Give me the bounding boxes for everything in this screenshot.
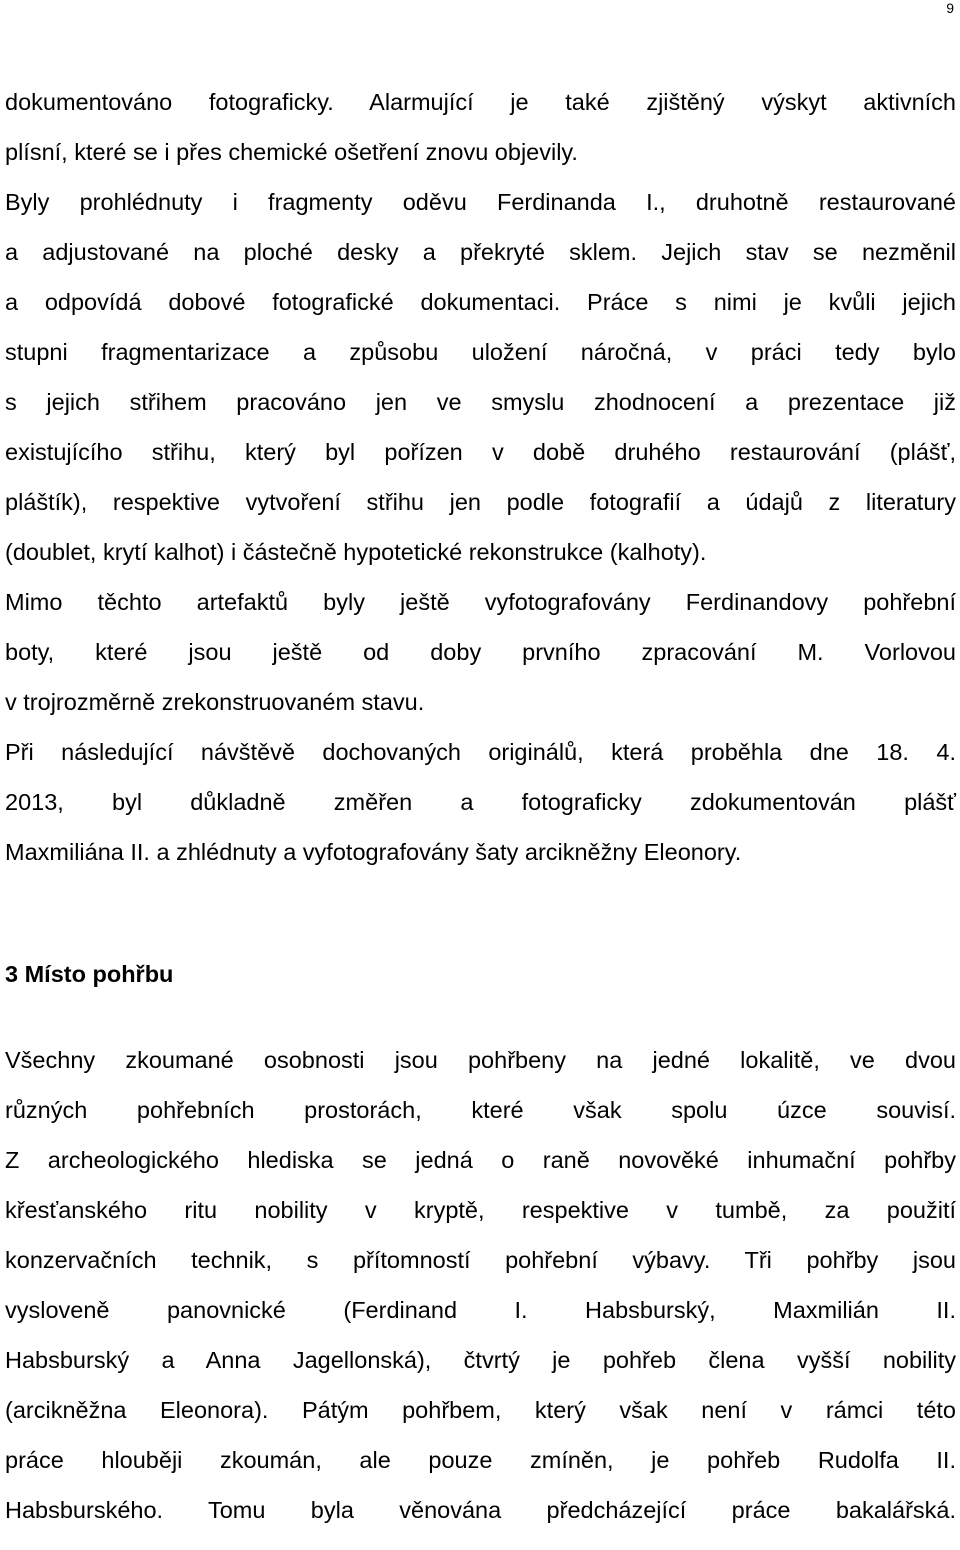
text-line: vysloveně panovnické (Ferdinand I. Habsburský, Maxmilián II. (5, 1297, 956, 1323)
paragraph-4 (5, 727, 956, 877)
text-line: a odpovídá dobové fotografické dokumentaci. Práce s nimi je kvůli jejich (5, 289, 956, 315)
text-line: existujícího střihu, který byl pořízen v době druhého restaurování (plášť, (5, 439, 956, 465)
paragraph-3 (5, 577, 956, 727)
text-line: stupni fragmentarizace a způsobu uložení náročná, v práci tedy bylo (5, 339, 956, 365)
text-line: 2013, byl důkladně změřen a fotograficky zdokumentován plášť (5, 789, 956, 815)
text-line: dokumentováno fotograficky. Alarmující je také zjištěný výskyt aktivních (5, 89, 956, 115)
text-line: Z archeologického hlediska se jedná o raně novověké inhumační pohřby (5, 1147, 956, 1173)
paragraph-5 (5, 1035, 956, 1535)
text-line: Byly prohlédnuty i fragmenty oděvu Ferdinanda I., druhotně restaurované (5, 189, 956, 215)
text-line: pláštík), respektive vytvoření střihu jen podle fotografií a údajů z literatury (5, 489, 956, 515)
text-line: Habsburský a Anna Jagellonská), čtvrtý je pohřeb člena vyšší nobility (5, 1347, 956, 1373)
paragraph-2 (5, 177, 956, 577)
text-line: Maxmiliána II. a zhlédnuty a vyfotografovány šaty arcikněžny Eleonory. (5, 839, 742, 865)
text-line: křesťanského ritu nobility v kryptě, respektive v tumbě, za použití (5, 1197, 956, 1223)
text-line: Mimo těchto artefaktů byly ještě vyfotografovány Ferdinandovy pohřební (5, 589, 956, 615)
text-line: různých pohřebních prostorách, které však spolu úzce souvisí. (5, 1097, 956, 1123)
text-line: s jejich střihem pracováno jen ve smyslu zhodnocení a prezentace již (5, 389, 956, 415)
text-line: (doublet, krytí kalhot) i částečně hypotetické rekonstrukce (kalhoty). (5, 539, 707, 565)
text-line: konzervačních technik, s přítomností pohřební výbavy. Tři pohřby jsou (5, 1247, 956, 1273)
text-line: Všechny zkoumané osobnosti jsou pohřbeny na jedné lokalitě, ve dvou (5, 1047, 956, 1073)
text-line: v trojrozměrně zrekonstruovaném stavu. (5, 689, 425, 715)
text-line: (arcikněžna Eleonora). Pátým pohřbem, který však není v rámci této (5, 1397, 956, 1423)
document-body (5, 77, 956, 1535)
section-heading: 3 Místo pohřbu (5, 961, 174, 987)
text-line: práce hlouběji zkoumán, ale pouze zmíněn, je pohřeb Rudolfa II. (5, 1447, 956, 1473)
text-line: boty, které jsou ještě od doby prvního zpracování M. Vorlovou (5, 639, 956, 665)
page-number: 9 (946, 0, 954, 16)
text-line: plísní, které se i přes chemické ošetření znovu objevily. (5, 139, 578, 165)
text-line: Habsburského. Tomu byla věnována předcházející práce bakalářská. (5, 1497, 956, 1523)
paragraph-1 (5, 77, 956, 177)
text-line: a adjustované na ploché desky a překryté sklem. Jejich stav se nezměnil (5, 239, 956, 265)
text-line: Při následující návštěvě dochovaných originálů, která proběhla dne 18. 4. (5, 739, 956, 765)
